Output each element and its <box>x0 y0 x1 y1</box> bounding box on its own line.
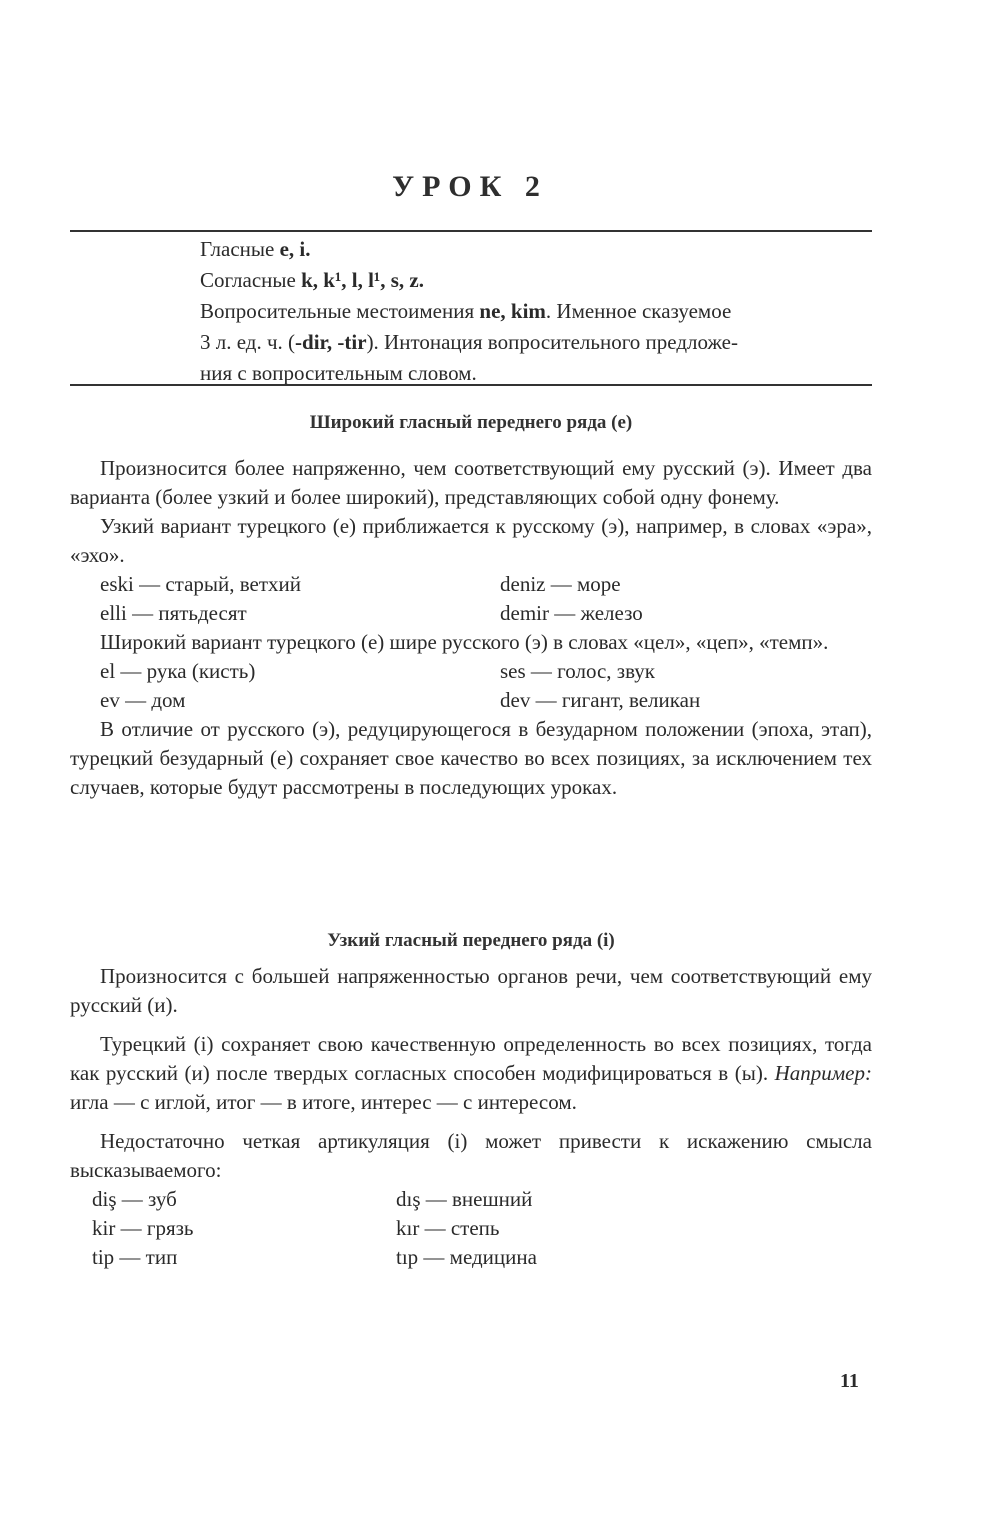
example-right: dış — внешний <box>396 1187 533 1211</box>
example-row <box>70 686 872 715</box>
example-right: demir — железо <box>500 601 643 625</box>
example-row <box>70 599 872 628</box>
example-row <box>70 1185 872 1214</box>
example-row <box>70 657 872 686</box>
paragraph: Произносится с большей напряженностью органов речи, чем соответствующий ему русский (и). <box>70 964 872 1017</box>
example-left: tip — тип <box>92 1245 178 1269</box>
section-heading-i: Узкий гласный переднего ряда (i) <box>327 930 615 951</box>
paragraph: В отличие от русского (э), редуцирующегося в безударном положении (эпоха, этап), турецкий безударный (e) сохраняет свое качество во всех позициях, за исключением тех случаев, которые будут рассмотрены в последующих уроках. <box>70 717 872 799</box>
example-right: kır — степь <box>396 1216 500 1240</box>
top-rule <box>70 230 872 232</box>
example-left: kir — грязь <box>92 1216 194 1240</box>
paragraph: Произносится более напряженно, чем соответствующий ему русский (э). Имеет два варианта (более узкий и более широкий), представляющих собой одну фонему. <box>70 456 872 509</box>
paragraph: Широкий вариант турецкого (e) шире русского (э) в словах «цел», «цеп», «темп». <box>100 630 829 654</box>
lesson-title: УРОК 2 <box>392 170 548 203</box>
page-number: 11 <box>840 1370 859 1392</box>
example-right: tıp — медицина <box>396 1245 537 1269</box>
paragraph: Турецкий (i) сохраняет свою качественную определенность во всех позициях, тогда как русский (и) после твердых согласных способен модифицироваться в (ы). Например: игла — с иглой, итог — в итоге, интерес — с интересом. <box>70 1032 872 1114</box>
section-i-body <box>70 962 872 1272</box>
example-left: ev — дом <box>100 688 186 712</box>
summary-consonants: Согласные k, k¹, l, l¹, s, z. <box>200 268 424 292</box>
example-right: ses — голос, звук <box>500 659 655 683</box>
summary-vowels: Гласные e, i. <box>200 237 311 261</box>
summary-line-4: 3 л. ед. ч. (-dir, -tir). Интонация вопросительного предложе- <box>200 330 738 354</box>
lesson-summary <box>200 234 872 389</box>
bottom-rule <box>70 384 872 386</box>
paragraph: Недостаточно четкая артикуляция (i) может привести к искажению смысла высказываемого: <box>70 1129 872 1182</box>
example-left: el — рука (кисть) <box>100 659 256 683</box>
example-row <box>70 1214 872 1243</box>
paragraph: Узкий вариант турецкого (e) приближается к русскому (э), например, в словах «эра», «эхо». <box>70 514 872 567</box>
summary-line-3: Вопросительные местоимения ne, kim. Именное сказуемое <box>200 299 732 323</box>
section-heading-e: Широкий гласный переднего ряда (e) <box>309 412 633 433</box>
example-left: diş — зуб <box>92 1187 177 1211</box>
summary-line-5: ния с вопросительным словом. <box>200 361 477 385</box>
example-row <box>70 1243 872 1272</box>
example-right: dev — гигант, великан <box>500 688 701 712</box>
example-row <box>70 570 872 599</box>
section-e-body <box>70 454 872 802</box>
example-right: deniz — море <box>500 572 621 596</box>
example-left: elli — пятьдесят <box>100 601 247 625</box>
example-left: eski — старый, ветхий <box>100 572 302 596</box>
